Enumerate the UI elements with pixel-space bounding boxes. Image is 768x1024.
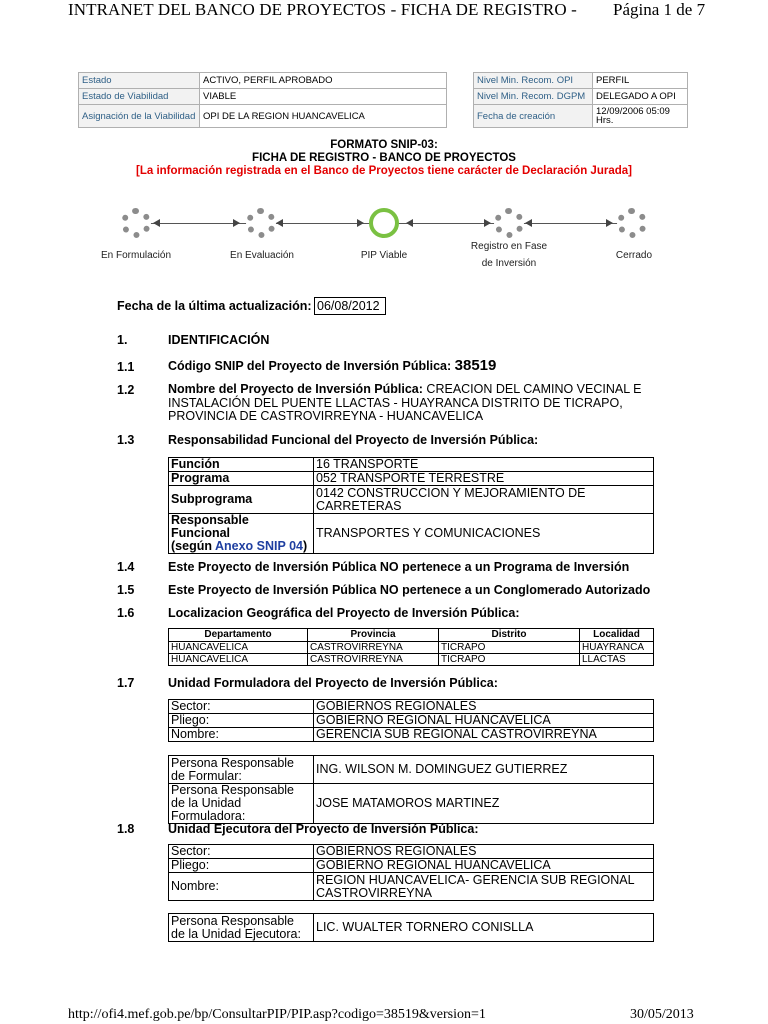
localizacion-table bbox=[168, 628, 654, 666]
arrow-right-icon bbox=[484, 219, 491, 227]
last-update-value: 06/08/2012 bbox=[314, 297, 386, 315]
section-1-8-title: Unidad Ejecutora del Proyecto de Inversión Pública: bbox=[168, 822, 479, 836]
section-1-2-block bbox=[168, 383, 642, 424]
asignacion-label: Asignación de la Viabilidad bbox=[79, 105, 200, 128]
ue-nombre-label: Nombre: bbox=[169, 873, 314, 901]
formato-title: FORMATO SNIP-03: bbox=[330, 139, 438, 151]
table-row bbox=[169, 654, 654, 666]
uf-nombre-value: GERENCIA SUB REGIONAL CASTROVIRREYNA bbox=[314, 728, 654, 742]
section-1-6-title: Localizacion Geográfica del Proyecto de Inversión Pública: bbox=[168, 606, 520, 620]
step-cerrado-icon bbox=[617, 208, 647, 238]
segun-label: (según bbox=[171, 539, 215, 553]
arrow-right-icon bbox=[233, 219, 240, 227]
subprograma-label: Subprograma bbox=[169, 486, 314, 514]
status-table bbox=[78, 72, 688, 128]
page-number: Página 1 de 7 bbox=[613, 0, 706, 19]
asignacion-value: OPI DE LA REGION HUANCAVELICA bbox=[200, 105, 447, 128]
responsable-funcional-label bbox=[169, 514, 314, 554]
responsable-funcional-value: TRANSPORTES Y COMUNICACIONES bbox=[314, 514, 654, 554]
step-formulacion-icon bbox=[121, 208, 151, 238]
provincia-cell: CASTROVIRREYNA bbox=[308, 642, 439, 654]
localidad-cell: HUAYRANCA bbox=[580, 642, 654, 654]
section-1-3-number: 1.3 bbox=[117, 433, 135, 447]
arrow-right-icon bbox=[606, 219, 613, 227]
declaracion-notice: [La información registrada en el Banco de Proyectos tiene carácter de Declaración Jurada] bbox=[136, 165, 632, 177]
responsable-funcional-title: Responsable Funcional bbox=[171, 513, 249, 540]
nivel-opi-label: Nivel Min. Recom. OPI bbox=[474, 73, 593, 89]
formuladora-table bbox=[168, 699, 654, 742]
estado-value: ACTIVO, PERFIL APROBADO bbox=[200, 73, 447, 89]
codigo-snip-label: Código SNIP del Proyecto de Inversión Pública: bbox=[168, 359, 452, 373]
col-header-departamento: Departamento bbox=[169, 629, 308, 642]
nivel-dgpm-label: Nivel Min. Recom. DGPM bbox=[474, 89, 593, 105]
step-pip-viable-label: PIP Viable bbox=[360, 250, 408, 261]
col-header-distrito: Distrito bbox=[439, 629, 580, 642]
ue-nombre-value: REGION HUANCAVELICA- GERENCIA SUB REGIONAL CASTROVIRREYNA bbox=[314, 873, 654, 901]
col-header-provincia: Provincia bbox=[308, 629, 439, 642]
step-formulacion-label: En Formulación bbox=[100, 250, 172, 261]
step-evaluacion-label: En Evaluación bbox=[230, 250, 294, 261]
ue-sector-value: GOBIERNOS REGIONALES bbox=[314, 845, 654, 859]
section-1-title: IDENTIFICACIÓN bbox=[168, 333, 270, 347]
uf-resp-unidad-value: JOSE MATAMOROS MARTINEZ bbox=[314, 784, 654, 824]
programa-label: Programa bbox=[169, 472, 314, 486]
section-1-4-title: Este Proyecto de Inversión Pública NO pertenece a un Programa de Inversión bbox=[168, 560, 630, 574]
step-evaluacion-icon bbox=[246, 208, 276, 238]
viabilidad-value: VIABLE bbox=[200, 89, 447, 105]
col-header-localidad: Localidad bbox=[580, 629, 654, 642]
arrow-right-icon bbox=[357, 219, 364, 227]
fecha-creacion-value: 12/09/2006 05:09 Hrs. bbox=[593, 105, 688, 128]
fecha-creacion-label: Fecha de creación bbox=[474, 105, 593, 128]
project-name-line-2: INSTALACIÓN DEL PUENTE LLACTAS - HUAYRANCA DISTRITO DE TICRAPO, bbox=[168, 395, 623, 410]
anexo-snip-04-link[interactable]: Anexo SNIP 04 bbox=[214, 539, 303, 553]
arrow-left-icon bbox=[153, 219, 160, 227]
section-1-3-title: Responsabilidad Funcional del Proyecto de Inversión Pública: bbox=[168, 433, 539, 447]
step-pip-viable-icon bbox=[369, 208, 399, 238]
section-1-5-title: Este Proyecto de Inversión Pública NO pertenece a un Conglomerado Autorizado bbox=[168, 583, 651, 597]
funcion-label: Función bbox=[169, 458, 314, 472]
programa-value: 052 TRANSPORTE TERRESTRE bbox=[314, 472, 654, 486]
step-registro-label-2: de Inversión bbox=[481, 258, 537, 269]
arrow-left-icon bbox=[276, 219, 283, 227]
section-1-8-number: 1.8 bbox=[117, 822, 135, 836]
distrito-cell: TICRAPO bbox=[439, 654, 580, 666]
ejecutora-table bbox=[168, 844, 654, 901]
last-update-label: Fecha de la última actualización: bbox=[117, 299, 312, 313]
uf-resp-unidad-label: Persona Responsable de la Unidad Formuladora: bbox=[169, 784, 314, 824]
section-1-6-number: 1.6 bbox=[117, 606, 135, 620]
table-row bbox=[169, 642, 654, 654]
step-cerrado-label: Cerrado bbox=[615, 250, 653, 261]
page-url: http://ofi4.mef.gob.pe/bp/ConsultarPIP/PIP.asp?codigo=38519&version=1 bbox=[68, 1007, 486, 1022]
uf-pliego-value: GOBIERNO REGIONAL HUANCAVELICA bbox=[314, 714, 654, 728]
subprograma-value: 0142 CONSTRUCCION Y MEJORAMIENTO DE CARRETERAS bbox=[314, 486, 654, 514]
section-1-2-number: 1.2 bbox=[117, 383, 135, 397]
ue-sector-label: Sector: bbox=[169, 845, 314, 859]
codigo-snip-value: 38519 bbox=[454, 357, 497, 374]
step-registro-icon bbox=[494, 208, 524, 238]
nivel-dgpm-value: DELEGADO A OPI bbox=[593, 89, 688, 105]
ficha-title: FICHA DE REGISTRO - BANCO DE PROYECTOS bbox=[252, 152, 516, 164]
ue-resp-value: LIC. WUALTER TORNERO CONISLLA bbox=[314, 914, 654, 942]
provincia-cell: CASTROVIRREYNA bbox=[308, 654, 439, 666]
step-registro-label: Registro en Fase bbox=[470, 241, 548, 252]
close-paren: ) bbox=[303, 539, 308, 553]
departamento-cell: HUANCAVELICA bbox=[169, 654, 308, 666]
uf-resp-formular-value: ING. WILSON M. DOMINGUEZ GUTIERREZ bbox=[314, 756, 654, 784]
arrow-left-icon bbox=[525, 219, 532, 227]
section-1-1-number: 1.1 bbox=[117, 360, 135, 374]
localidad-cell: LLACTAS bbox=[580, 654, 654, 666]
uf-sector-label: Sector: bbox=[169, 700, 314, 714]
funcion-value: 16 TRANSPORTE bbox=[314, 458, 654, 472]
nivel-opi-value: PERFIL bbox=[593, 73, 688, 89]
project-name-line-1: CREACION DEL CAMINO VECINAL E bbox=[426, 382, 642, 396]
project-name-label: Nombre del Proyecto de Inversión Pública: bbox=[168, 382, 423, 396]
uf-pliego-label: Pliego: bbox=[169, 714, 314, 728]
section-1-5-number: 1.5 bbox=[117, 583, 135, 597]
distrito-cell: TICRAPO bbox=[439, 642, 580, 654]
print-date: 30/05/2013 bbox=[630, 1007, 694, 1022]
project-name-line-3: PROVINCIA DE CASTROVIRREYNA - HUANCAVELICA bbox=[168, 409, 484, 423]
page-header-title: INTRANET DEL BANCO DE PROYECTOS - FICHA DE REGISTRO - bbox=[68, 0, 577, 19]
section-1-7-title: Unidad Formuladora del Proyecto de Inversión Pública: bbox=[168, 676, 498, 690]
section-1-4-number: 1.4 bbox=[117, 560, 135, 574]
section-1-7-number: 1.7 bbox=[117, 676, 135, 690]
formuladora-responsables-table bbox=[168, 755, 654, 824]
uf-nombre-label: Nombre: bbox=[169, 728, 314, 742]
responsabilidad-funcional-table bbox=[168, 457, 654, 554]
ue-pliego-value: GOBIERNO REGIONAL HUANCAVELICA bbox=[314, 859, 654, 873]
ejecutora-responsable-table bbox=[168, 913, 654, 942]
uf-sector-value: GOBIERNOS REGIONALES bbox=[314, 700, 654, 714]
departamento-cell: HUANCAVELICA bbox=[169, 642, 308, 654]
section-1-number: 1. bbox=[117, 333, 128, 347]
ue-resp-label: Persona Responsable de la Unidad Ejecutora: bbox=[169, 914, 314, 942]
ue-pliego-label: Pliego: bbox=[169, 859, 314, 873]
estado-label: Estado bbox=[79, 73, 200, 89]
arrow-left-icon bbox=[406, 219, 413, 227]
viabilidad-label: Estado de Viabilidad bbox=[79, 89, 200, 105]
section-1-1-title bbox=[168, 357, 496, 374]
uf-resp-formular-label: Persona Responsable de Formular: bbox=[169, 756, 314, 784]
